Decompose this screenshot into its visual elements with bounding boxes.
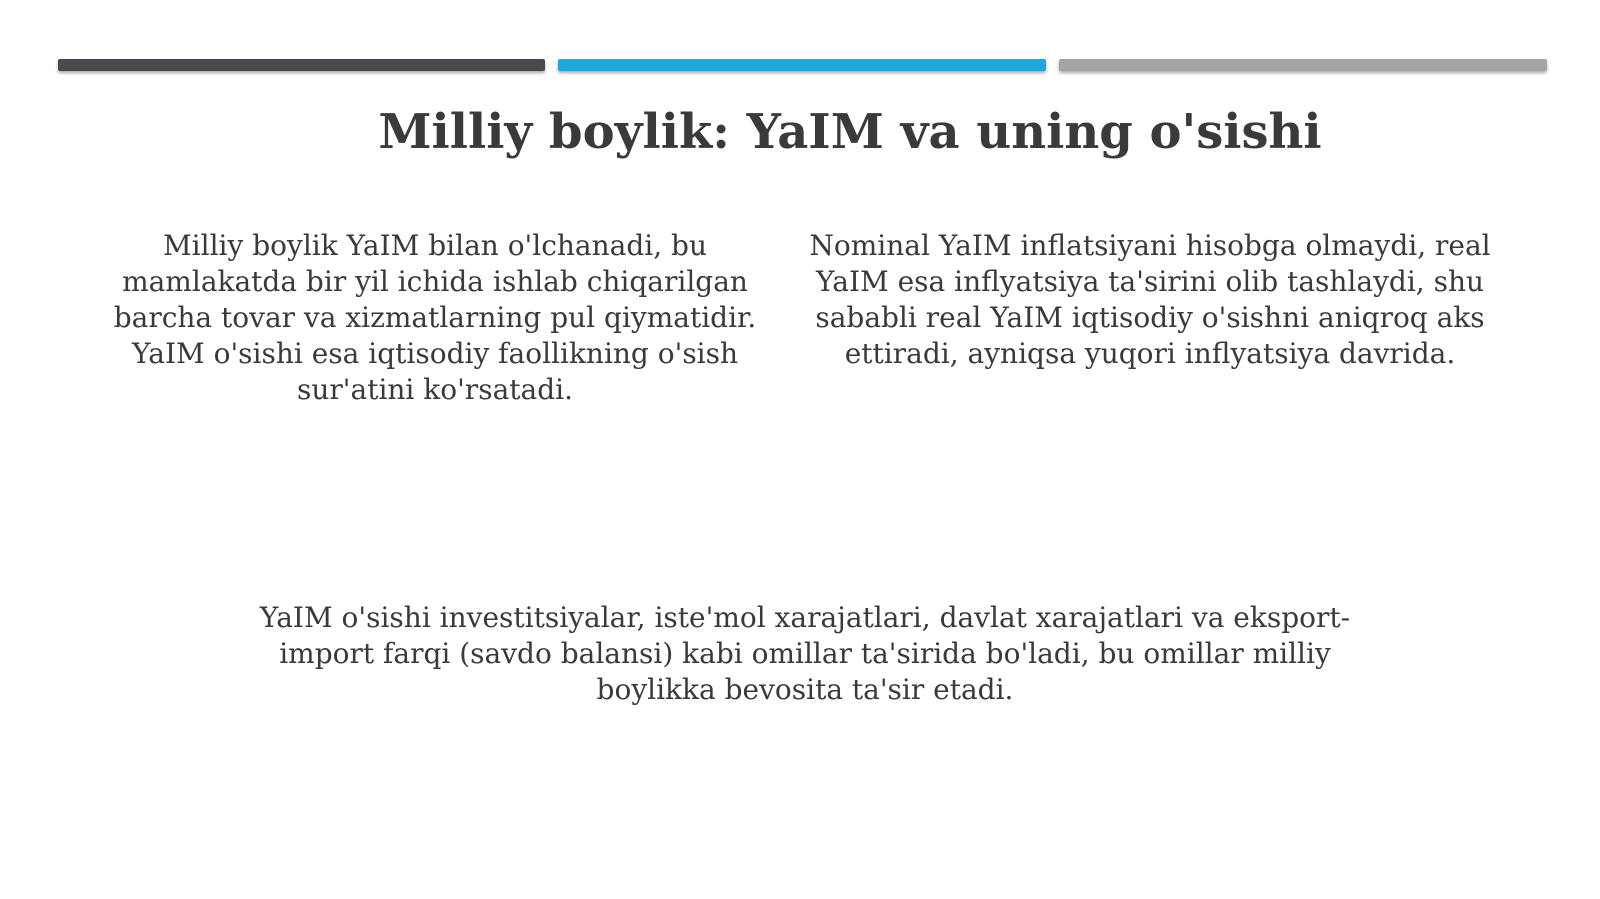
accent-bar-gray [1059, 59, 1547, 71]
paragraph-left: Milliy boylik YaIM bilan o'lchanadi, bu mamlakatda bir yil ichida ishlab chiqarilgan barcha tovar va xizmatlarning pul qiymatidir. YaIM o'sishi esa iqtisodiy faollikning o'sish sur'atini ko'rsatadi. [113, 229, 757, 406]
accent-bar-blue [558, 59, 1046, 71]
paragraph-bottom: YaIM o'sishi investitsiyalar, iste'mol xarajatlari, davlat xarajatlari va eksport-import farqi (savdo balansi) kabi omillar ta'sirida bo'ladi, bu omillar milliy boylikka bevosita ta'sir etadi. [259, 601, 1351, 706]
accent-bar-dark [58, 59, 545, 71]
paragraph-right: Nominal YaIM inflatsiyani hisobga olmaydi, real YaIM esa inflyatsiya ta'sirini olib tashlaydi, shu sababli real YaIM iqtisodiy o'sishni aniqroq aks ettiradi, ayniqsa yuqori inflyatsiya davrida. [809, 229, 1491, 370]
slide-title: Milliy boylik: YaIM va uning o'sishi [378, 104, 1322, 160]
